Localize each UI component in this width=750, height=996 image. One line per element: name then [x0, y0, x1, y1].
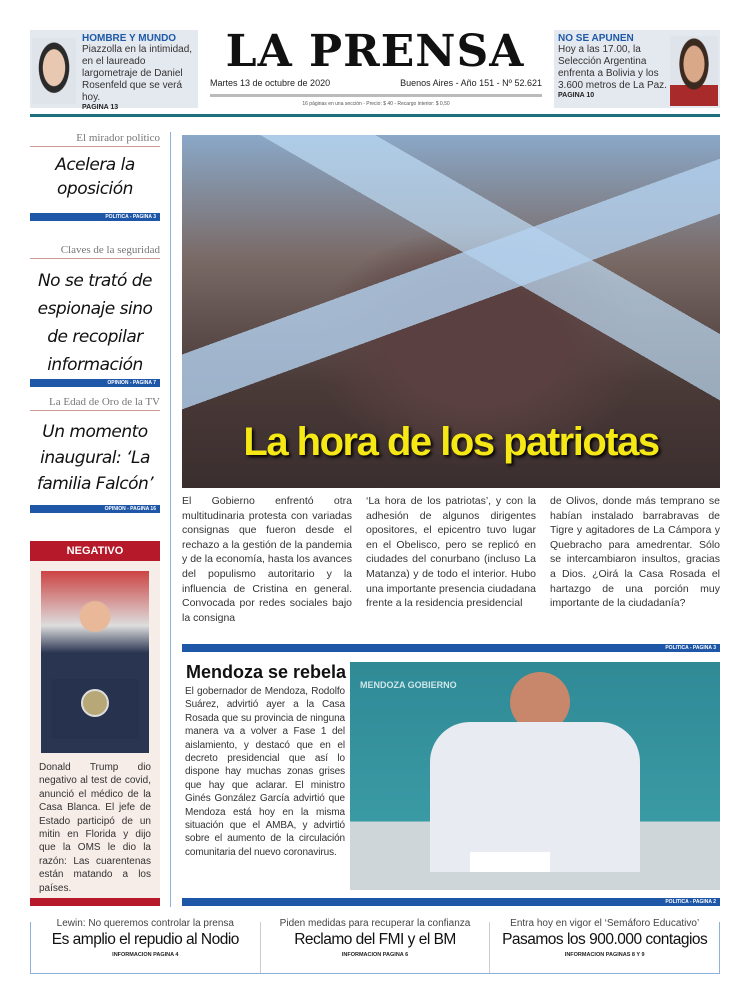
lead-photo[interactable]	[182, 135, 720, 488]
sidebar-item[interactable]	[30, 396, 160, 520]
negativo-label: NEGATIVO	[30, 541, 160, 561]
negativo-text: Donald Trump dio negativo al test de covid, anunció el médico de la Casa Blanca. El jefe de Estado participó de un mitin en Florida y dijo que la OMS le dio la razón: Las cuarentenas están matando a los países.	[39, 762, 151, 894]
bottom-headline: Pasamos los 900.000 contagios	[502, 931, 708, 948]
mendoza-headline[interactable]: Mendoza se rebela	[186, 662, 347, 682]
lead-body	[182, 494, 720, 625]
mendoza-text: El gobernador de Mendoza, Rodolfo Suárez, advirtió ayer a la Casa Rosada que su provincia de ninguna manera va a volver a Fase 1 del aislamiento, y destacó que en el decreto presidencial que así lo dispone hay muchas zonas grises que hay que aclarar. El ministro Ginés González García advirtió que Mendoza está hoy en la misma situación que el AMBA, y advirtió sobre el aumento de la circulación comunitaria del nuevo coronavirus.	[185, 686, 345, 858]
lead-headline: La hora de los patriotas	[243, 420, 659, 464]
mendoza-photo[interactable]	[350, 662, 720, 890]
sidebar-item[interactable]	[30, 132, 160, 230]
portrait-photo	[32, 38, 76, 104]
bottom-headline: Reclamo del FMI y el BM	[294, 931, 456, 948]
bottom-kicker: Lewin: No queremos controlar la prensa	[31, 918, 260, 929]
sidebar-headline: Acelera la oposición	[55, 155, 135, 199]
bottom-item[interactable]	[490, 918, 719, 973]
teaser-kicker: HOMBRE Y MUNDO	[82, 33, 177, 44]
teaser-left[interactable]	[30, 30, 198, 111]
bottom-item[interactable]	[261, 918, 491, 973]
negativo-box[interactable]	[30, 541, 160, 906]
bottom-item[interactable]	[31, 918, 261, 973]
teaser-text: Piazzolla en la intimidad, en el laureado largometraje de Daniel Rosenfeld que se verá hoy.	[82, 44, 193, 103]
masthead-edition: Buenos Aires - Año 151 - Nº 52.621	[400, 78, 542, 88]
teaser-kicker: NO SE APUNEN	[558, 33, 634, 44]
teaser-page: PAGINA 10	[558, 92, 595, 99]
bottom-page: INFORMACION PAGINA 6	[341, 952, 409, 958]
bottom-kicker: Entra hoy en vigor el ‘Semáforo Educativo’	[490, 918, 719, 929]
section-bar: OPINION - PAGINA 7	[30, 379, 160, 387]
lead-column: de Olivos, donde más temprano se habían instalado barrabravas de Tigre y agitadores de La Cámpora y Quebracho para amedrentar. Sólo se intercambiaron insultos, gracias a Dios. ¿Oirá la Casa Rosada el hartazgo de una porción muy importante de la ciudadanía?	[550, 495, 720, 610]
seal-icon	[81, 689, 109, 717]
bottom-page: INFORMACION PAGINAS 8 Y 9	[564, 952, 645, 958]
column-divider	[170, 132, 171, 907]
trump-photo	[41, 571, 149, 753]
sidebar-item[interactable]	[30, 244, 160, 396]
lead-column: El Gobierno enfrentó otra multitudinaria protesta con variadas consignas que fueron desde el rechazo a la gestión de la pandemia y de la economía, hasta los avances del populismo autoritario y la influencia de Cristina en general. Convocada por redes sociales bajo la consigna	[182, 495, 352, 624]
masthead-logo: LA PRENSA	[225, 26, 525, 77]
lead-column: ‘La hora de los patriotas’, y con la adhesión de algunos dirigentes opositores, el epicentro tuvo lugar en el Obelisco, pero se replicó en ciudades del conurbano (incluso La Matanza) y de todo el interior. Hubo una importante presencia ciudadana frente a la residencia presidencial	[366, 495, 536, 610]
teaser-text: Hoy a las 17.00, la Selección Argentina enfrenta a Bolivia y los 3.600 metros de La Paz.	[558, 44, 667, 91]
negativo-bar	[30, 898, 160, 906]
teaser-right[interactable]	[554, 30, 720, 108]
teaser-page: PAGINA 13	[82, 104, 119, 111]
section-bar: OPINION - PAGINA 16	[30, 505, 160, 513]
masthead-rule	[210, 94, 542, 97]
sidebar-kicker: El mirador político	[30, 132, 160, 147]
price-line: 16 páginas en una sección - Precio: $ 40 - Recargo interior: $ 0,50	[302, 101, 450, 107]
section-bar: POLITICA - PAGINA 3	[30, 213, 160, 221]
bottom-headline: Es amplio el repudio al Nodio	[51, 931, 239, 948]
bottom-page: INFORMACION PAGINA 4	[112, 952, 179, 958]
masthead-date: Martes 13 de octubre de 2020	[210, 78, 331, 88]
section-bar: POLITICA - PAGINA 2	[182, 898, 720, 906]
section-bar: POLITICA - PAGINA 3	[182, 644, 720, 652]
bottom-kicker: Piden medidas para recuperar la confianza	[261, 918, 490, 929]
sidebar-kicker: La Edad de Oro de la TV	[30, 396, 160, 411]
photo-backdrop-text: MENDOZA GOBIERNO	[360, 680, 457, 690]
sidebar	[30, 132, 160, 520]
portrait-photo	[670, 36, 718, 106]
sidebar-kicker: Claves de la seguridad	[30, 244, 160, 259]
sidebar-headline: No se trató de espionaje sino de recopilar información	[37, 271, 153, 375]
sidebar-headline: Un momento inaugural: ‘La familia Falcón’	[36, 422, 154, 494]
bottom-box	[30, 918, 720, 974]
header-rule	[30, 114, 720, 117]
